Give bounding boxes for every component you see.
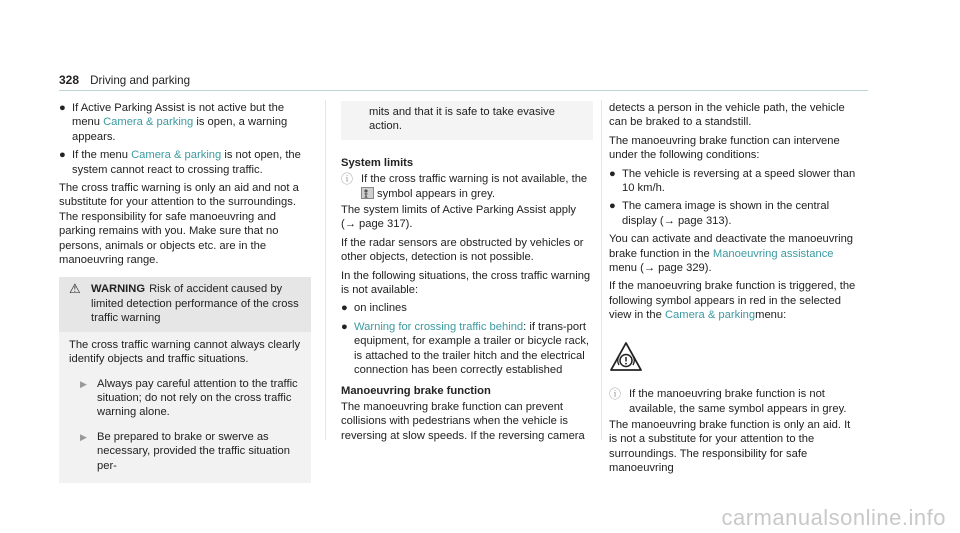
warning-triangle-icon: ⚠ xyxy=(69,281,81,297)
paragraph: The manoeuvring brake function can prevent collisions with pedestrians when the vehicle is reversing at slow speeds. If the reversing camera xyxy=(341,400,585,442)
page-header xyxy=(59,73,190,89)
camera-person-icon xyxy=(361,187,374,199)
warning-title: Risk of accident caused by limited detection performance of the cross traffic warning xyxy=(91,283,299,325)
list-item: ● If Active Parking Assist is not active but the menu Camera & parking is open, a warning appears. xyxy=(59,102,288,143)
paragraph: The manoeuvring brake function can intervene under the following conditions: xyxy=(609,134,840,162)
column-2 xyxy=(341,101,593,447)
column-3 xyxy=(609,101,861,480)
header-rule xyxy=(59,90,868,91)
paragraph: detects a person in the vehicle path, the vehicle can be braked to a standstill. xyxy=(609,102,845,129)
column-divider xyxy=(601,100,602,440)
bullet-icon: ● xyxy=(341,320,348,333)
brake-warning-icon xyxy=(609,341,643,373)
warning-text: The cross traffic warning cannot always clearly identify objects and traffic situations. xyxy=(69,338,301,366)
watermark: carmanualsonline.info xyxy=(721,504,946,530)
system-limits-heading: System limits xyxy=(341,156,414,169)
column-1 xyxy=(59,101,311,483)
list-item: ● If the menu Camera & parking is not open, the system cannot react to crossing traffic. xyxy=(59,149,301,176)
paragraph: If the radar sensors are obstructed by vehicles or other objects, detection is not possible. xyxy=(341,236,584,264)
bullet-icon: ● xyxy=(609,200,616,213)
list-item: ● Warning for crossing traffic behind: if trans-port equipment, for example a trailer or bicycle rack, is attached to the trailer hitch and the electrical connection has been correctly established xyxy=(341,320,590,377)
page-number: 328 xyxy=(59,73,80,87)
bullet-icon: ● xyxy=(341,302,348,315)
column-divider xyxy=(325,100,326,440)
camera-parking-link[interactable]: Camera & parking xyxy=(664,309,756,322)
arrow-right-icon: ▶ xyxy=(80,431,87,442)
list-item: ● on inclines xyxy=(341,302,407,315)
paragraph: If the manoeuvring brake function is triggered, the following symbol appears in red in the selected view in the Camera & parkingmenu: xyxy=(609,280,856,322)
paragraph: The manoeuvring brake function is only an aid. It is not a substitute for your attention to the surroundings. The responsibility for safe manoeuvring xyxy=(609,418,851,475)
list-item: ● The vehicle is reversing at a speed slower than 10 km/h. xyxy=(609,167,856,195)
instruction-step: ▶ Be prepared to brake or swerve as necessary, provided the traffic situation per- xyxy=(80,430,290,472)
list-item: ● The camera image is shown in the central display (→ page 313). xyxy=(609,200,830,227)
warning-header xyxy=(59,277,311,331)
paragraph: In the following situations, the cross traffic warning is not available: xyxy=(341,269,591,297)
warning-label: WARNING xyxy=(91,283,146,296)
info-note: ⓘ If the cross traffic warning is not available, the symbol appears in grey. xyxy=(341,172,588,200)
camera-parking-link[interactable]: Camera & parking xyxy=(103,116,194,129)
manoeuvring-assistance-link[interactable]: Manoeuvring assistance xyxy=(712,247,834,260)
info-icon: ⓘ xyxy=(609,387,622,402)
bullet-icon: ● xyxy=(609,167,616,180)
section-title: Driving and parking xyxy=(90,74,191,87)
paragraph: The cross traffic warning is only an aid and not a substitute for your attention to the surroundings. The responsibility for safe manoeuvring and parking remains with you. Make sure that no persons, animals or objects etc. are in the manoeuvring range. xyxy=(59,182,299,267)
bullet-icon: ● xyxy=(59,102,66,114)
info-note: ⓘ If the manoeuvring brake function is not available, the same symbol appears in grey. xyxy=(609,387,847,415)
warning-body xyxy=(59,332,311,483)
warning-continuation: mits and that it is safe to take evasive action. xyxy=(341,101,593,140)
brake-function-heading: Manoeuvring brake function xyxy=(341,384,491,397)
instruction-step: ▶ Always pay careful attention to the traffic situation; do not rely on the cross traffic warning alone. xyxy=(80,377,298,419)
bullet-icon: ● xyxy=(59,149,66,162)
camera-parking-link[interactable]: Camera & parking xyxy=(131,149,222,162)
warning-box xyxy=(59,277,311,482)
crossing-traffic-link[interactable]: Warning for crossing traffic behind xyxy=(354,320,524,333)
info-icon: ⓘ xyxy=(341,172,354,187)
paragraph: The system limits of Active Parking Assist apply (→ page 317). xyxy=(341,204,577,231)
paragraph: You can activate and deactivate the manoeuvring brake function in the Manoeuvring assistance menu (→ page 329). xyxy=(609,233,854,275)
arrow-right-icon: ▶ xyxy=(80,378,87,389)
